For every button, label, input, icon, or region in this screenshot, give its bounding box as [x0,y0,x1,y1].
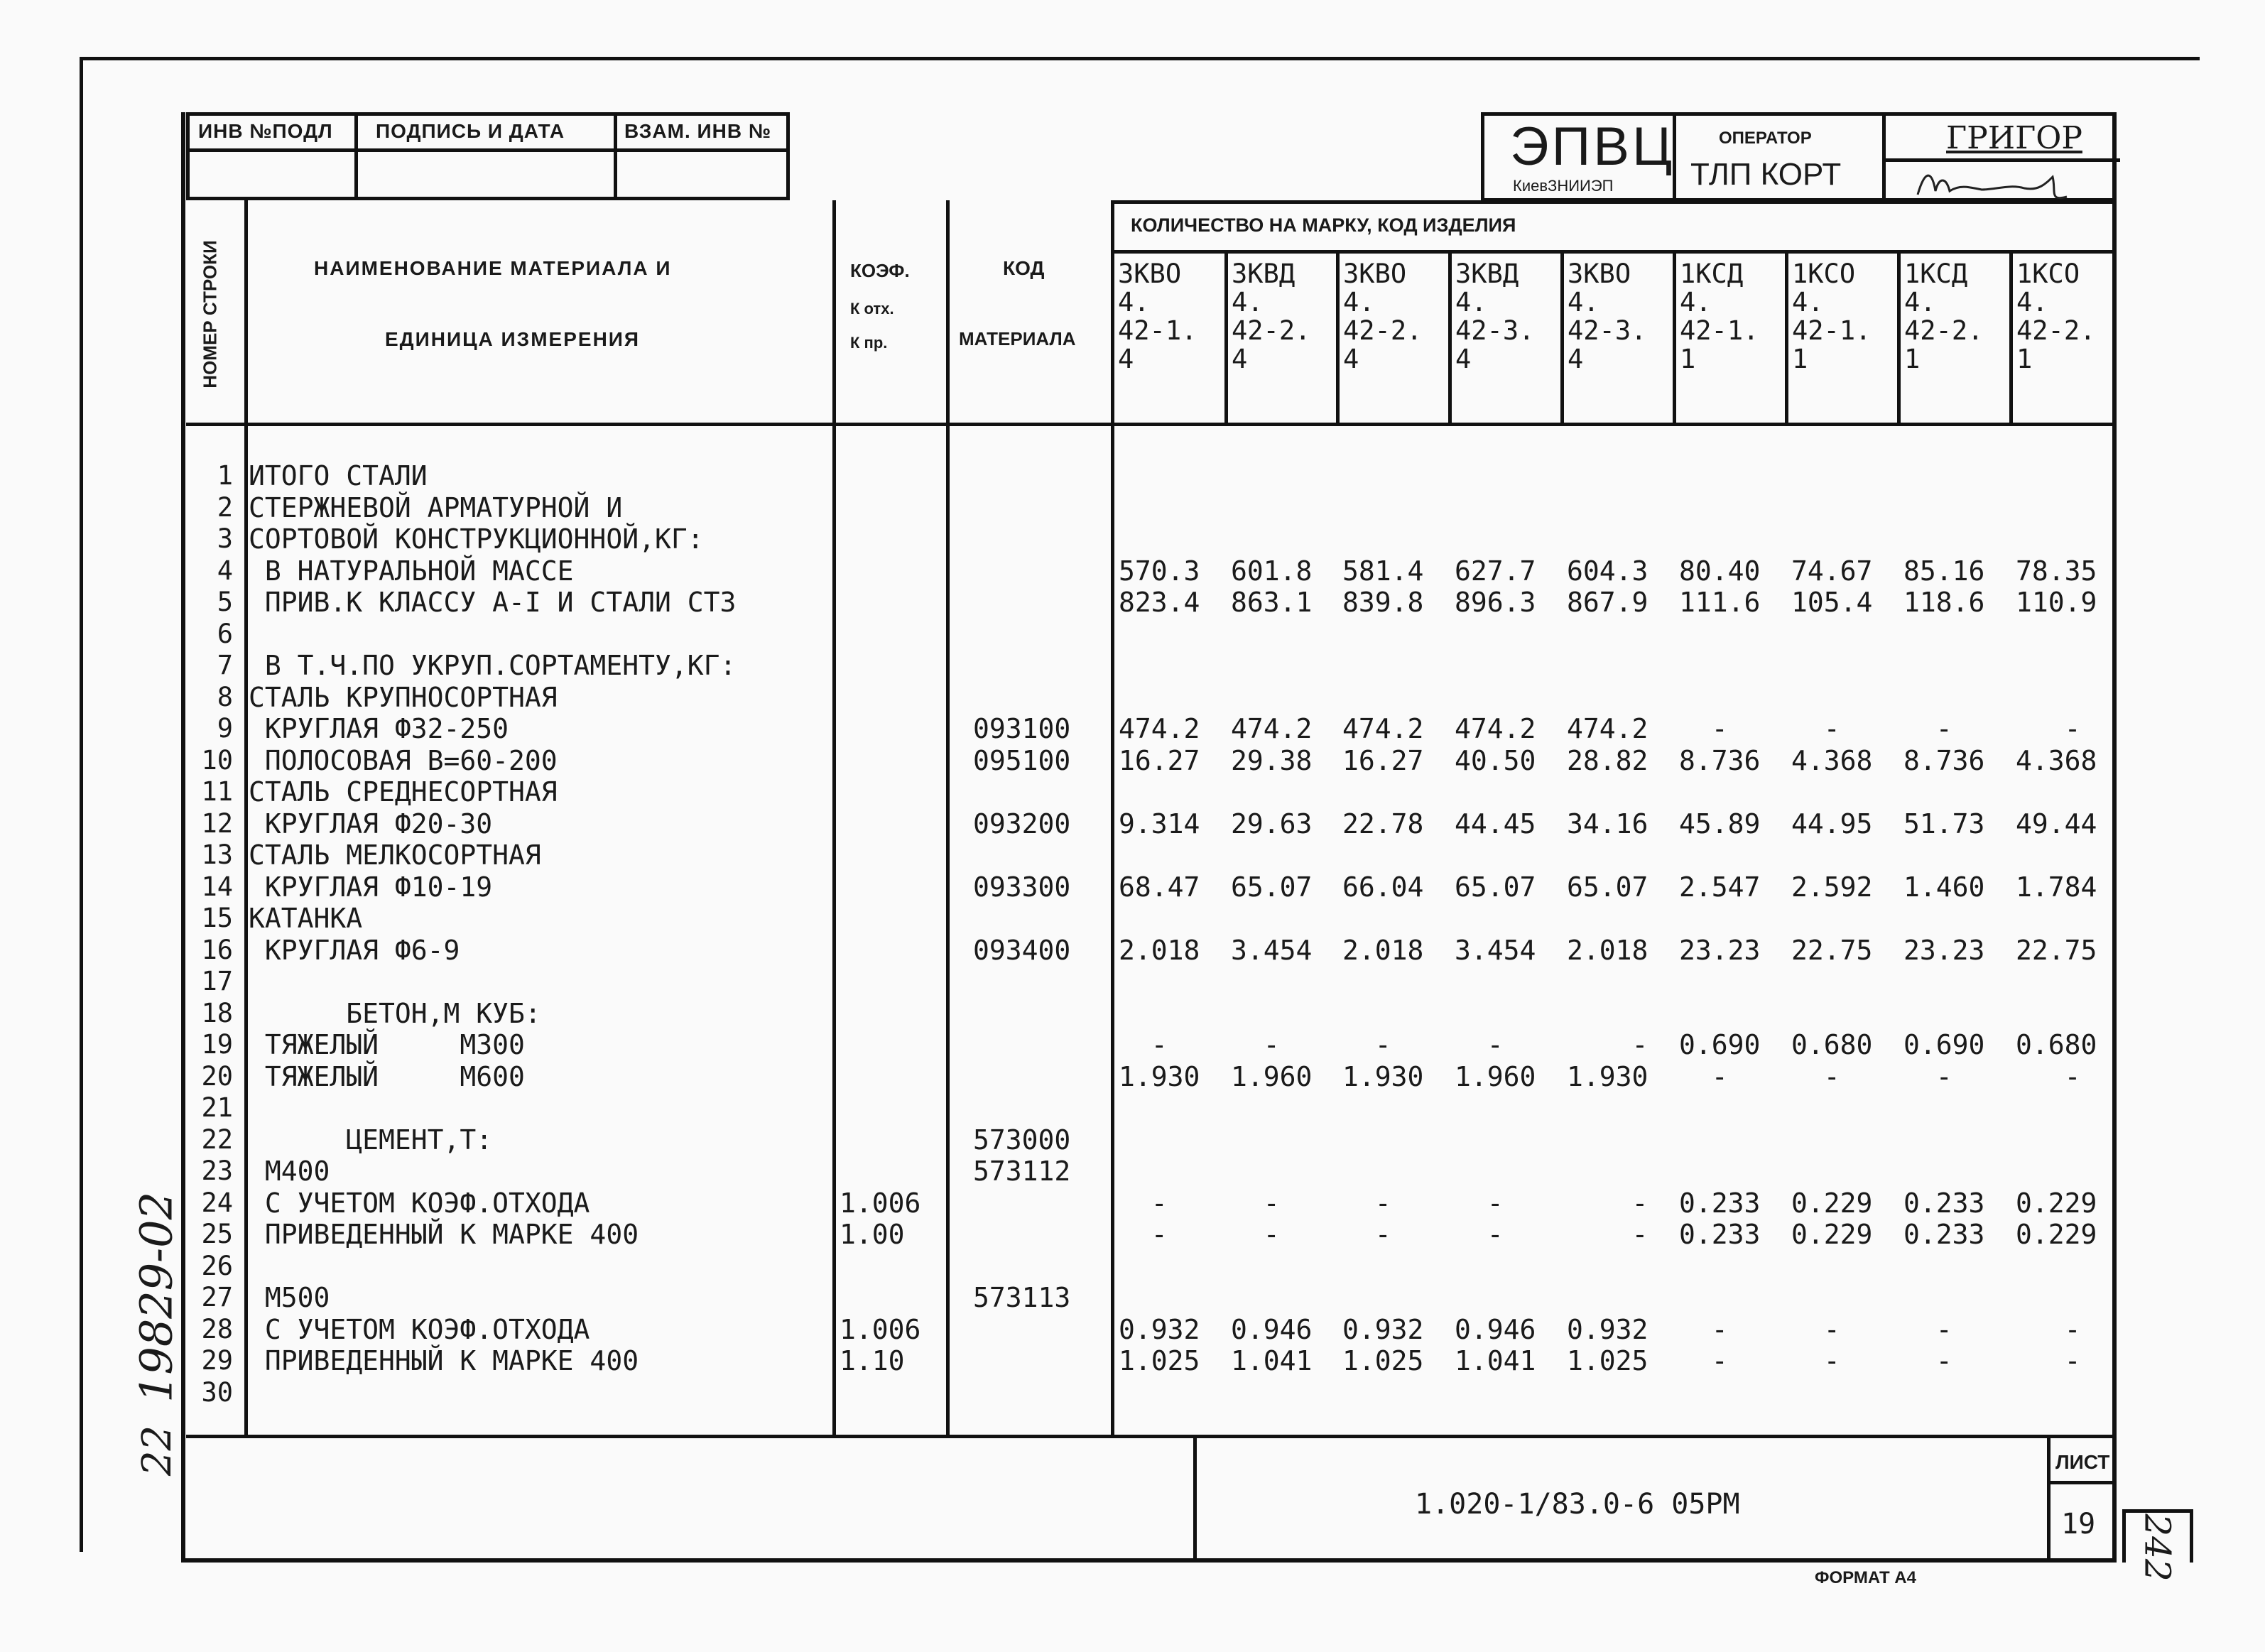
row-numbers [192,460,233,1408]
corner-border [2122,1509,2126,1563]
quantity-cell: 22.78 [1342,808,1424,839]
product-code: 3КВО 4. 42-3. 4 [1568,259,1647,374]
quantity-cell: 0.680 [2016,1029,2097,1060]
quantity-cell: 8.736 [1679,744,1761,776]
stamp-replace-label: ВЗАМ. ИНВ № [624,120,772,142]
quantity-cell: - [1567,1219,1648,1250]
table-header [186,200,2117,426]
quantity-cell: - [1342,1187,1391,1219]
quantity-cell: 45.89 [1679,808,1761,839]
row-number: 28 [201,1313,233,1344]
quantity-cell: 3.454 [1455,934,1536,966]
material-code: 573000 [973,1124,1071,1156]
quantity-cell: 2.018 [1567,934,1648,966]
coefficient: 1.10 [840,1345,905,1376]
quantity-cell: 0.229 [2016,1187,2097,1219]
coefficient: 1.00 [840,1219,905,1250]
quantity-cell: 0.946 [1231,1313,1313,1345]
inventory-stamp [186,112,790,200]
quantity-cell: - [1903,1313,1952,1345]
row-number: 9 [217,713,233,744]
coefficient: 1.006 [840,1313,921,1345]
quantity-cell: - [1455,1187,1504,1219]
quantity-cell: - [1119,1187,1168,1219]
quantity-cell: - [2016,1060,2081,1092]
material-name: ПОЛОСОВАЯ В=60-200 [249,744,558,776]
row-number: 5 [217,587,233,617]
quantity-cell: 2.592 [1791,871,1873,903]
material-name: КРУГЛАЯ Ф10-19 [249,871,493,903]
quantity-cell: - [1231,1029,1280,1060]
quantity-cell: 1.025 [1567,1345,1648,1376]
quantity-cell: 0.932 [1567,1313,1648,1345]
row-number: 8 [217,681,233,712]
quantity-cell: 2.547 [1679,871,1761,903]
stamp-sign-label: ПОДПИСЬ И ДАТА [376,120,565,142]
material-code: 093100 [973,713,1071,744]
quantity-cell: 1.025 [1119,1345,1200,1376]
document-code: 1.020-1/83.0-6 05РМ [1415,1488,1740,1521]
row-number: 15 [201,903,233,933]
header-material-2: ЕДИНИЦА ИЗМЕРЕНИЯ [385,328,641,350]
quantity-cell: 9.314 [1119,808,1200,839]
quantity-cell: - [1567,1187,1648,1219]
material-name: С УЧЕТОМ КОЭФ.ОТХОДА [249,1187,590,1219]
product-code: 3КВО 4. 42-1. 4 [1118,259,1197,374]
product-code: 1КСО 4. 42-1. 1 [1792,259,1872,374]
quantity-cell: 863.1 [1231,587,1313,618]
org-subname: КиевЗНИИЭП [1513,177,1614,195]
quantity-cell: 0.233 [1679,1219,1761,1250]
quantity-cell: 22.75 [1791,934,1873,966]
material-name: СТАЛЬ СРЕДНЕСОРТНАЯ [249,776,558,808]
quantity-cell: 0.946 [1455,1313,1536,1345]
row-number: 29 [201,1345,233,1376]
header-material-1: НАИМЕНОВАНИЕ МАТЕРИАЛА И [314,257,672,279]
quantity-cell: 80.40 [1679,555,1761,587]
material-name: СТЕРЖНЕВОЙ АРМАТУРНОЙ И [249,491,623,523]
quantity-cell: 0.932 [1119,1313,1200,1345]
quantity-cell: 2.018 [1119,934,1200,966]
quantity-cell: 1.930 [1119,1060,1200,1092]
quantity-cell: 8.736 [1903,744,1985,776]
coefficient: 1.006 [840,1187,921,1219]
header-coef-1: КОЭФ. [850,260,910,281]
quantity-cell: 1.025 [1342,1345,1424,1376]
quantity-cell: 44.45 [1455,808,1536,839]
quantity-cell: 78.35 [2016,555,2097,587]
quantity-cell: - [1455,1029,1504,1060]
row-number: 6 [217,618,233,649]
quantity-cell: 0.690 [1903,1029,1985,1060]
quantity-cell: 22.75 [2016,934,2097,966]
quantity-cell: 0.229 [1791,1187,1873,1219]
material-name: КРУГЛАЯ Ф32-250 [249,713,509,744]
quantity-cell: - [1679,1345,1728,1376]
quantity-cell: 1.460 [1903,871,1985,903]
corner-border [2122,1509,2190,1513]
side-handwritten-number-2: 22 [134,1425,181,1477]
row-number: 13 [201,839,233,870]
material-name: КРУГЛАЯ Ф20-30 [249,808,493,839]
quantity-cell: 65.07 [1567,871,1648,903]
product-code: 1КСД 4. 42-2. 1 [1904,259,1984,374]
operator-label: ОПЕРАТОР [1719,129,1812,148]
sheet-number: 19 [2061,1508,2096,1540]
format-label: ФОРМАТ А4 [1815,1568,1916,1587]
header-coef-2: К отх. [850,300,894,317]
row-number: 23 [201,1156,233,1186]
quantity-cell: 0.229 [2016,1219,2097,1250]
quantity-cell: 51.73 [1903,808,1985,839]
material-name: ИТОГО СТАЛИ [249,460,428,491]
quantity-cell: 1.930 [1567,1060,1648,1092]
quantity-cell: - [1231,1219,1280,1250]
product-code: 3КВД 4. 42-3. 4 [1455,259,1535,374]
quantity-cell: 823.4 [1119,587,1200,618]
quantity-cell: 66.04 [1342,871,1424,903]
quantity-cell: 1.784 [2016,871,2097,903]
quantity-cell: - [2016,1345,2081,1376]
quantity-cell: 2.018 [1342,934,1424,966]
quantity-cell: 0.229 [1791,1219,1873,1250]
row-number: 4 [217,555,233,586]
org-block [1481,112,2117,202]
material-code: 093200 [973,808,1071,839]
quantity-cell: - [1679,1060,1728,1092]
quantity-cell: 474.2 [1231,713,1313,744]
quantity-cell: 44.95 [1791,808,1873,839]
material-name: М400 [249,1156,330,1187]
row-number: 20 [201,1060,233,1092]
quantity-cell: 4.368 [2016,744,2097,776]
quantity-cell: 110.9 [2016,587,2097,618]
quantity-cell: 65.07 [1231,871,1313,903]
quantity-cell: - [1791,1345,1840,1376]
quantity-cell: 3.454 [1231,934,1313,966]
material-name: ПРИВЕДЕННЫЙ К МАРКЕ 400 [249,1219,639,1250]
quantity-cell: 867.9 [1567,587,1648,618]
header-row-number: НОМЕР СТРОКИ [199,240,221,388]
material-code: 573113 [973,1282,1071,1313]
material-name: СТАЛЬ КРУПНОСОРТНАЯ [249,681,558,713]
material-name: ТЯЖЕЛЫЙ М600 [249,1060,525,1092]
quantity-cell: 111.6 [1679,587,1761,618]
quantity-cell: 23.23 [1679,934,1761,966]
footer-block [186,1438,2117,1563]
header-coef-3: К пр. [850,334,888,352]
quantity-cell: 16.27 [1342,744,1424,776]
material-name: СТАЛЬ МЕЛКОСОРТНАЯ [249,839,541,871]
side-handwritten-number: 19829-02 [130,1191,183,1403]
quantity-cell: 118.6 [1903,587,1985,618]
quantity-cell: 49.44 [2016,808,2097,839]
material-name: БЕТОН,М КУБ: [249,997,541,1029]
material-name: СОРТОВОЙ КОНСТРУКЦИОННОЙ,КГ: [249,523,704,555]
row-number: 21 [201,1092,233,1123]
material-name: ТЯЖЕЛЫЙ М300 [249,1029,525,1060]
quantity-cell: 0.233 [1679,1187,1761,1219]
quantity-cell: 474.2 [1567,713,1648,744]
material-name: В НАТУРАЛЬНОЙ МАССЕ [249,555,574,587]
quantity-cell: 0.233 [1903,1219,1985,1250]
quantity-cell: - [1903,1345,1952,1376]
quantity-cell: 74.67 [1791,555,1873,587]
material-code: 093300 [973,871,1071,903]
quantity-cell: 570.3 [1119,555,1200,587]
quantity-cell: 65.07 [1455,871,1536,903]
product-code: 3КВО 4. 42-2. 4 [1343,259,1423,374]
row-number: 2 [217,491,233,523]
material-name: С УЧЕТОМ КОЭФ.ОТХОДА [249,1313,590,1345]
quantity-cell: 627.7 [1455,555,1536,587]
row-number: 7 [217,650,233,680]
quantity-cell: 29.38 [1231,744,1313,776]
quantity-cell: - [1119,1219,1168,1250]
org-name: ЭПВЦ [1510,116,1675,177]
quantity-cell: 85.16 [1903,555,1985,587]
operator-value: ТЛП КОРТ [1690,157,1842,192]
row-number: 22 [201,1124,233,1155]
material-name: ПРИВЕДЕННЫЙ К МАРКЕ 400 [249,1345,639,1376]
quantity-cell: - [1903,713,1952,744]
quantity-cell: - [1791,1060,1840,1092]
quantity-cell: 1.960 [1455,1060,1536,1092]
row-number: 24 [201,1187,233,1218]
product-code: 1КСО 4. 42-2. 1 [2016,259,2096,374]
row-number: 3 [217,523,233,554]
quantity-cell: - [1791,713,1840,744]
quantity-cell: 4.368 [1791,744,1873,776]
material-name: КРУГЛАЯ Ф6-9 [249,934,460,966]
quantity-cell: 16.27 [1119,744,1200,776]
quantity-cell: 1.960 [1231,1060,1313,1092]
quantity-cell: 601.8 [1231,555,1313,587]
row-number: 19 [201,1029,233,1060]
quantity-cell: - [1231,1187,1280,1219]
stamp-inv-label: ИНВ №ПОДЛ [198,120,333,142]
quantity-cell: 839.8 [1342,587,1424,618]
signature-mark [1903,163,2102,205]
quantity-cell: - [1119,1029,1168,1060]
row-number: 30 [201,1376,233,1408]
corner-border [2190,1509,2193,1563]
quantity-cell: - [1791,1313,1840,1345]
quantity-cell: - [1455,1219,1504,1250]
quantity-cell: 474.2 [1455,713,1536,744]
row-number: 10 [201,744,233,776]
quantity-cell: 1.041 [1455,1345,1536,1376]
quantity-cell: - [1567,1029,1648,1060]
quantity-cell: 68.47 [1119,871,1200,903]
row-number: 17 [201,966,233,996]
quantity-cell: 474.2 [1342,713,1424,744]
row-number: 1 [217,460,233,491]
quantity-cell: 0.680 [1791,1029,1873,1060]
quantity-cell: 896.3 [1455,587,1536,618]
row-number: 25 [201,1219,233,1249]
header-quantity: КОЛИЧЕСТВО НА МАРКУ, КОД ИЗДЕЛИЯ [1131,214,1516,236]
quantity-cell: 34.16 [1567,808,1648,839]
material-name: ПРИВ.К КЛАССУ А-I И СТАЛИ СТ3 [249,587,737,618]
quantity-cell: 604.3 [1567,555,1648,587]
quantity-cell: - [2016,713,2081,744]
quantity-cell: - [1903,1060,1952,1092]
quantity-cell: - [1342,1219,1391,1250]
row-number: 16 [201,934,233,965]
material-name: М500 [249,1282,330,1313]
quantity-cell: - [2016,1313,2081,1345]
row-number: 12 [201,808,233,839]
row-number: 11 [201,776,233,807]
quantity-cell: 105.4 [1791,587,1873,618]
row-number: 18 [201,997,233,1028]
quantity-cell: - [1679,713,1728,744]
material-code: 573112 [973,1156,1071,1187]
quantity-cell: 28.82 [1567,744,1648,776]
person-name: ГРИГОР [1946,120,2082,156]
product-code: 1КСД 4. 42-1. 1 [1680,259,1759,374]
quantity-cell: 0.932 [1342,1313,1424,1345]
quantity-cell: 581.4 [1342,555,1424,587]
row-number: 27 [201,1282,233,1313]
header-code-1: КОД [1003,257,1045,279]
quantity-cell: 474.2 [1119,713,1200,744]
quantity-cell: 40.50 [1455,744,1536,776]
product-code: 3КВД 4. 42-2. 4 [1232,259,1311,374]
material-name: В Т.Ч.ПО УКРУП.СОРТАМЕНТУ,КГ: [249,650,737,681]
quantity-cell: 0.233 [1903,1187,1985,1219]
material-name: КАТАНКА [249,903,363,934]
quantity-cell: - [1679,1313,1728,1345]
quantity-cell: 0.690 [1679,1029,1761,1060]
material-name: ЦЕМЕНТ,Т: [249,1124,493,1156]
quantity-cell: 29.63 [1231,808,1313,839]
quantity-cell: 1.041 [1231,1345,1313,1376]
header-code-2: МАТЕРИАЛА [959,328,1076,349]
sheet-label: ЛИСТ [2055,1451,2110,1473]
row-number: 26 [201,1250,233,1281]
quantity-cell: 23.23 [1903,934,1985,966]
quantity-cell: 1.930 [1342,1060,1424,1092]
quantity-cell: - [1342,1029,1391,1060]
material-code: 093400 [973,934,1071,966]
row-number: 14 [201,871,233,902]
material-code: 095100 [973,744,1071,776]
corner-page-number: 242 [2136,1514,2178,1582]
